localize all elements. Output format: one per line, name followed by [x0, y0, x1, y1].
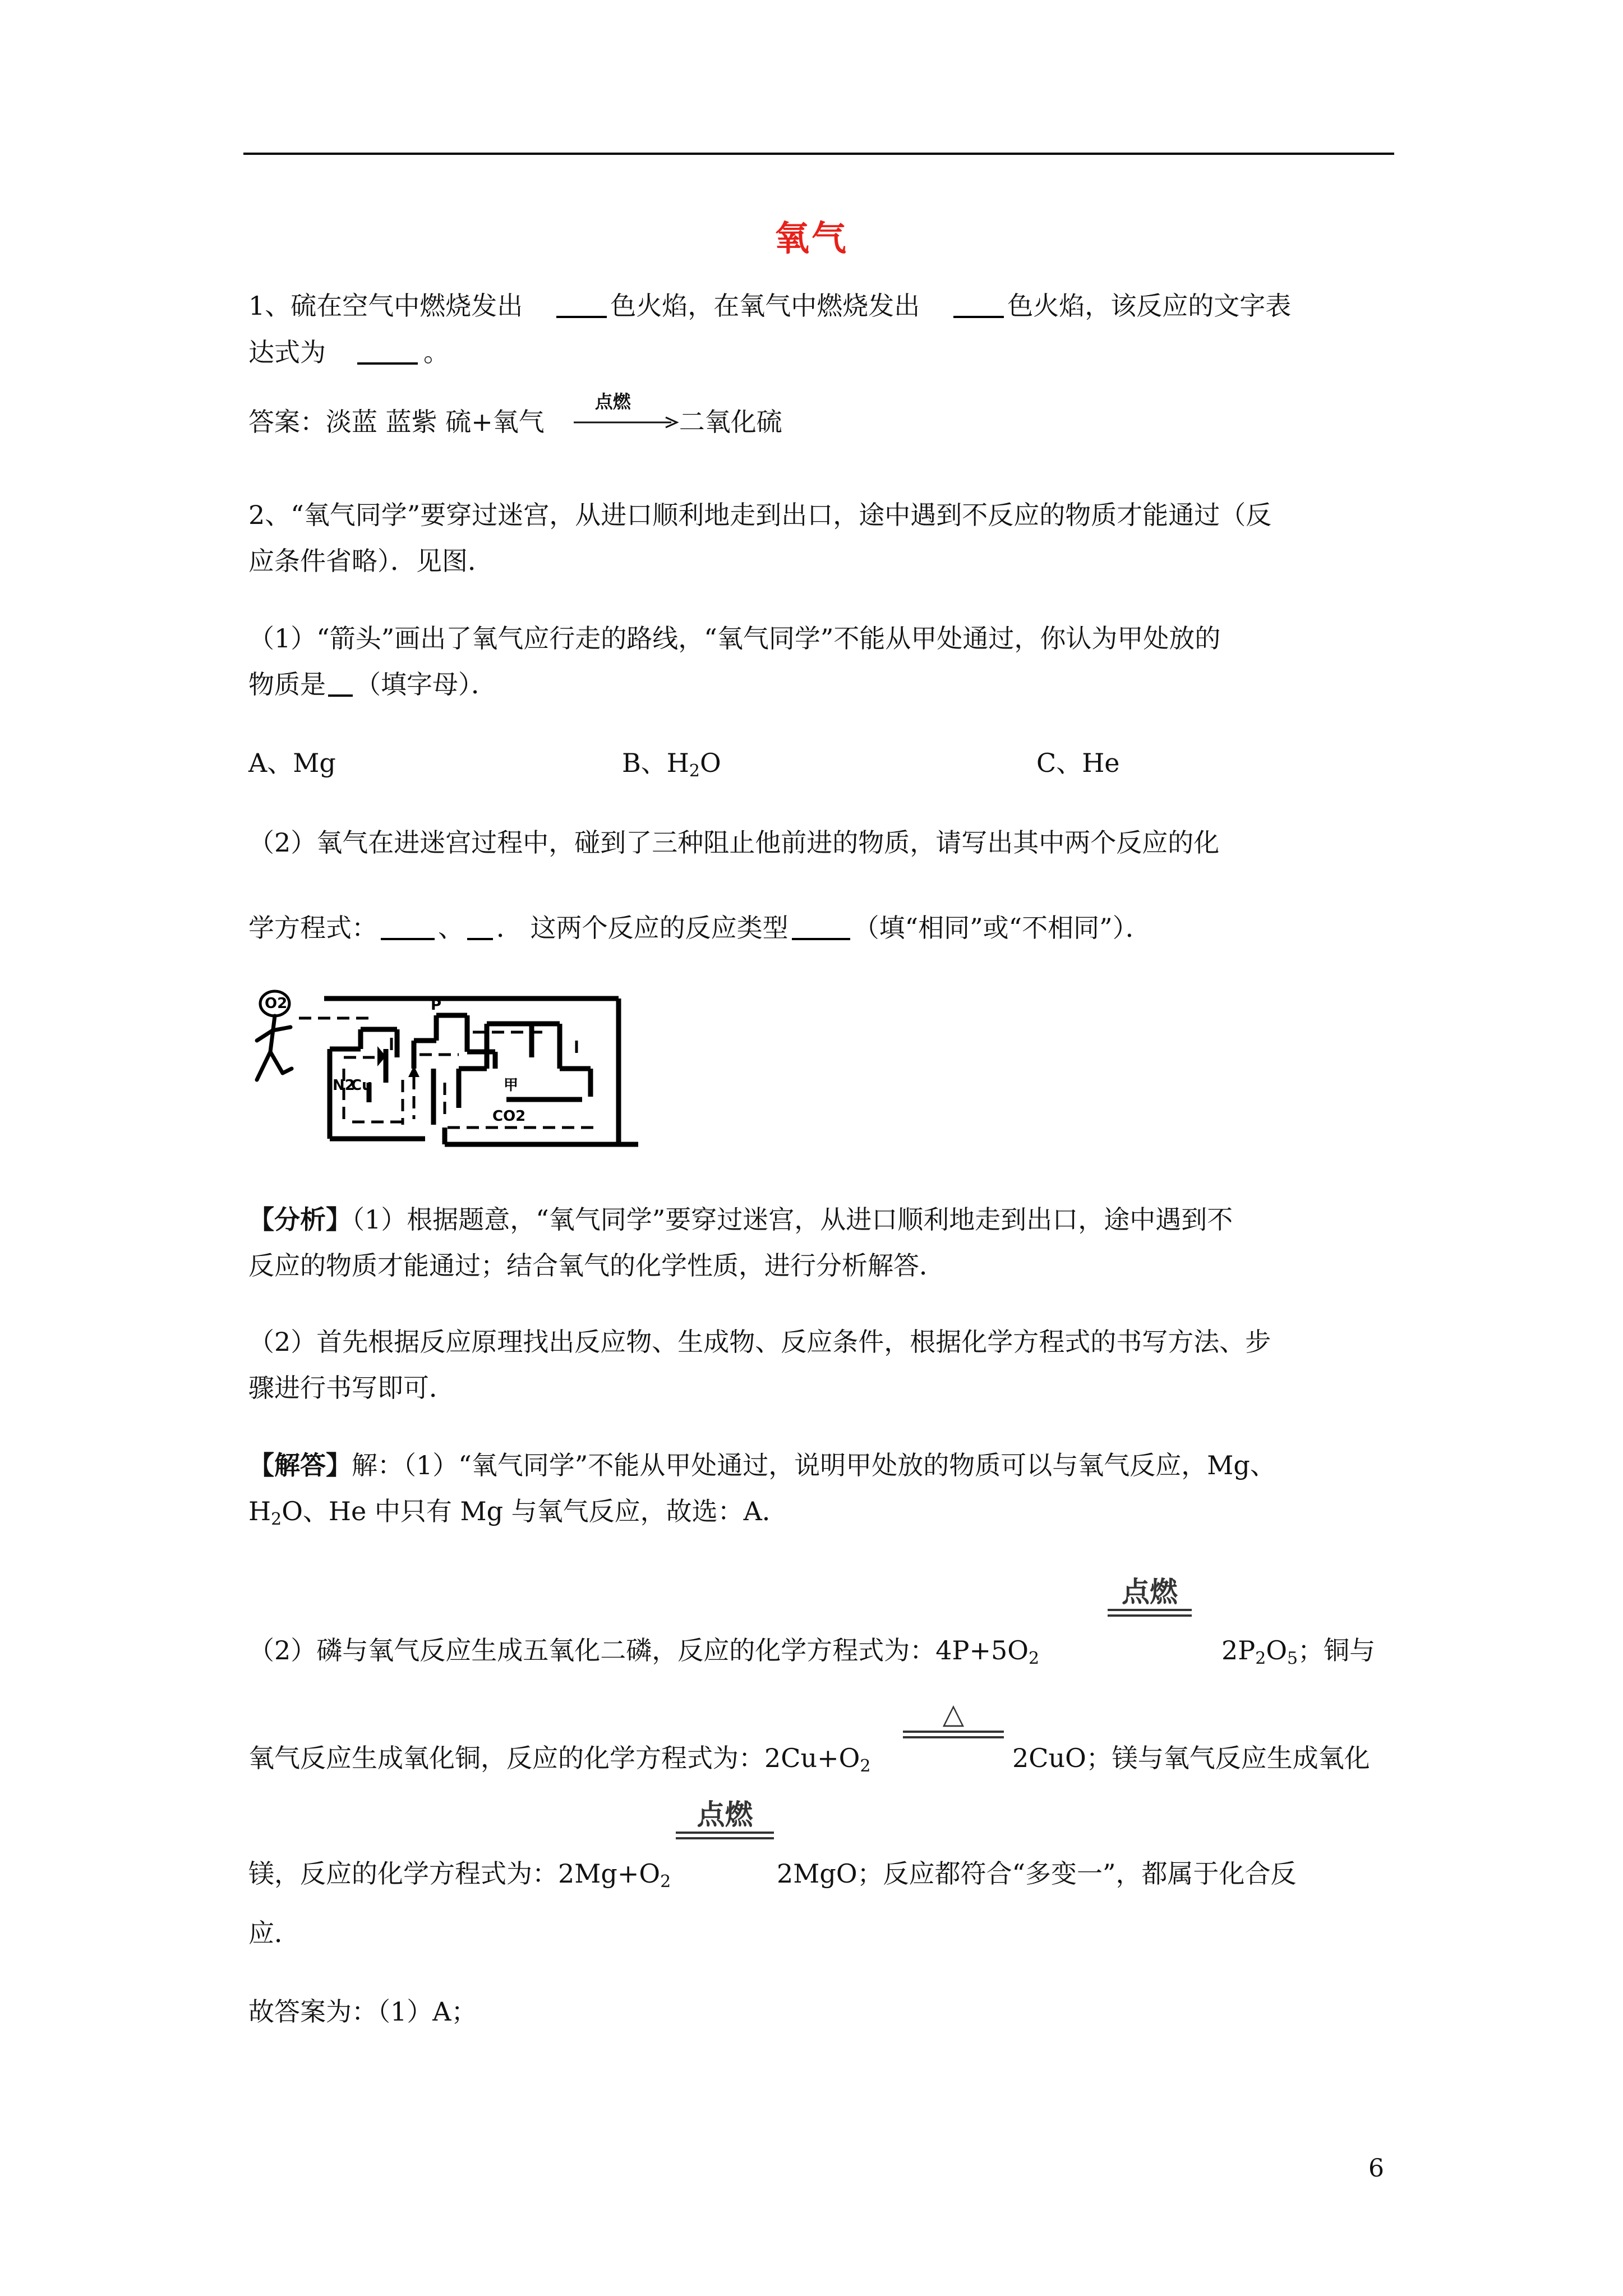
- reaction-arrow-icon: [573, 414, 679, 431]
- eq3-condition-label: 点燃: [697, 1798, 753, 1831]
- analysis-line3: （2）首先根据反应原理找出反应物、生成物、反应条件，根据化学方程式的书写方法、步: [248, 1327, 1271, 1357]
- solution-eq3-tail: 应．: [248, 1918, 300, 1948]
- q2-part1-line1: （1）“箭头”画出了氧气应行走的路线，“氧气同学”不能从甲处通过，你认为甲处放的: [248, 623, 1221, 654]
- maze-route-dashes: [299, 1018, 593, 1128]
- analysis-text-1: （1）根据题意，“氧气同学”要穿过迷宫，从进口顺利地走到出口，途中遇到不: [352, 1204, 1233, 1235]
- solution-text-2-sub: 2: [271, 1510, 282, 1529]
- q2-part1-text-a: 物质是: [248, 669, 326, 700]
- eq1-sub: 2: [1029, 1649, 1040, 1668]
- q1-answer-cond: 点燃: [594, 391, 631, 412]
- q2-part1-text-b: （填字母）．: [355, 669, 497, 700]
- q1-text-b: 色火焰，在氧气中燃烧发出: [610, 291, 920, 321]
- q2-part1-blank: [328, 670, 353, 697]
- q2-part2-blank-2: [467, 913, 493, 940]
- solution-eq1-product: [1221, 1634, 1375, 1676]
- q2-part2-blank-1: [381, 913, 435, 940]
- q1-text-a: 1、硫在空气中燃烧发出: [248, 291, 523, 321]
- maze-label-n2: N2: [333, 1077, 355, 1094]
- solution-text-1: 解：（1）“氧气同学”不能从甲处通过，说明甲处放的物质可以与氧气反应，Mg、: [352, 1450, 1276, 1480]
- q2-part2-blank-3: [792, 913, 850, 940]
- eq1-condition: [1108, 1575, 1192, 1617]
- maze-diagram: [246, 984, 644, 1164]
- q1-answer-label: 答案：淡蓝 蓝紫 硫+氧气: [248, 407, 545, 437]
- q2-part2-text-c: ． 这两个反应的反应类型: [496, 913, 789, 943]
- solution-line1: [248, 1448, 1276, 1482]
- q2-part2-text-b: 、: [438, 913, 464, 943]
- q2-part1-line2: [248, 668, 497, 701]
- solution-eq2: [248, 1741, 870, 1783]
- eq2-text: 氧气反应生成氧化铜，反应的化学方程式为：2Cu+O: [248, 1743, 860, 1773]
- maze-label-co2: CO2: [492, 1108, 526, 1125]
- q2-line1: 2、“氧气同学”要穿过迷宫，从进口顺利地走到出口，途中遇到不反应的物质才能通过（反: [248, 500, 1272, 530]
- q2-option-b-post: O: [700, 748, 721, 778]
- q2-option-b: [622, 746, 721, 788]
- q2-part2-line1: （2）氧气在进迷宫过程中，碰到了三种阻止他前进的物质，请写出其中两个反应的化: [248, 827, 1220, 858]
- q2-option-b-sub: 2: [689, 761, 700, 781]
- solution-text-2a: H: [248, 1496, 271, 1526]
- eq2-condition: [903, 1697, 1004, 1738]
- eq1-prod-b: O: [1266, 1635, 1288, 1665]
- q2-option-b-pre: B、H: [622, 748, 689, 778]
- eq1-prod-a: 2P: [1221, 1635, 1256, 1665]
- maze-label-jia: 甲: [504, 1077, 519, 1094]
- q1-answer-product: 二氧化硫: [679, 407, 782, 437]
- q2-line2: 应条件省略）．见图．: [248, 546, 494, 576]
- solution-eq2-product: 2CuO；镁与氧气反应生成氧化: [1012, 1743, 1370, 1773]
- eq1-prod-sub1: 2: [1255, 1649, 1266, 1668]
- eq3-text: 镁，反应的化学方程式为：2Mg+O: [248, 1858, 661, 1889]
- eq3-sub: 2: [660, 1872, 671, 1892]
- page-title: 氧气: [774, 218, 849, 259]
- analysis-line2: 反应的物质才能通过；结合氧气的化学性质，进行分析解答．: [248, 1250, 945, 1281]
- q1-blank-1: [556, 291, 607, 318]
- q1-blank-3: [357, 338, 418, 365]
- q2-part2-text-a: 学方程式：: [248, 913, 377, 943]
- solution-eq3-product: 2MgO；反应都符合“多变一”，都属于化合反: [777, 1858, 1297, 1889]
- q1-line1: [248, 289, 1291, 323]
- q1-answer: [248, 391, 782, 439]
- maze-label-o2: O2: [265, 995, 288, 1012]
- solution-text-2b: O、He 中只有 Mg 与氧气反应，故选：A．: [282, 1496, 788, 1526]
- eq3-condition: [676, 1798, 774, 1839]
- eq1-prod-c: ；铜与: [1298, 1635, 1376, 1665]
- eq1-equals-sign: [1108, 1609, 1192, 1617]
- q1-blank-2: [953, 291, 1004, 318]
- solution-line2: [248, 1494, 788, 1536]
- q1-text-d: 达式为: [248, 337, 326, 367]
- eq2-equals-sign: [903, 1731, 1004, 1738]
- eq1-condition-label: 点燃: [1122, 1576, 1178, 1608]
- header-rule: [243, 153, 1394, 155]
- analysis-line1: [248, 1203, 1233, 1236]
- q1-line2: [248, 335, 449, 369]
- analysis-line4: 骤进行书写即可．: [248, 1373, 455, 1403]
- q2-part2-text-d: （填“相同”或“不相同”）．: [853, 913, 1151, 943]
- q2-option-c: C、He: [1036, 748, 1120, 778]
- solution-label: 【解答】: [248, 1450, 352, 1480]
- eq3-equals-sign: [676, 1832, 774, 1839]
- eq1-prod-sub2: 5: [1287, 1649, 1298, 1668]
- solution-eq3: [248, 1857, 671, 1899]
- q2-part2-line2: [248, 911, 1151, 945]
- solution-eq1: [248, 1634, 1039, 1676]
- page-number: 6: [1368, 2154, 1384, 2183]
- eq2-condition-label: △: [942, 1697, 965, 1730]
- q1-text-c: 色火焰，该反应的文字表: [1007, 291, 1292, 321]
- maze-label-p: P: [431, 997, 442, 1014]
- q1-text-e: 。: [423, 337, 449, 367]
- analysis-label: 【分析】: [248, 1204, 352, 1235]
- eq2-sub: 2: [860, 1756, 871, 1776]
- maze-label-cu: Cu: [351, 1077, 372, 1094]
- eq1-text: （2）磷与氧气反应生成五氧化二磷，反应的化学方程式为：4P+5O: [248, 1635, 1029, 1665]
- q2-option-a: A、Mg: [248, 748, 336, 778]
- final-answer: 故答案为：（1）A；: [248, 1996, 477, 2027]
- q1-answer-arrow: [573, 391, 679, 434]
